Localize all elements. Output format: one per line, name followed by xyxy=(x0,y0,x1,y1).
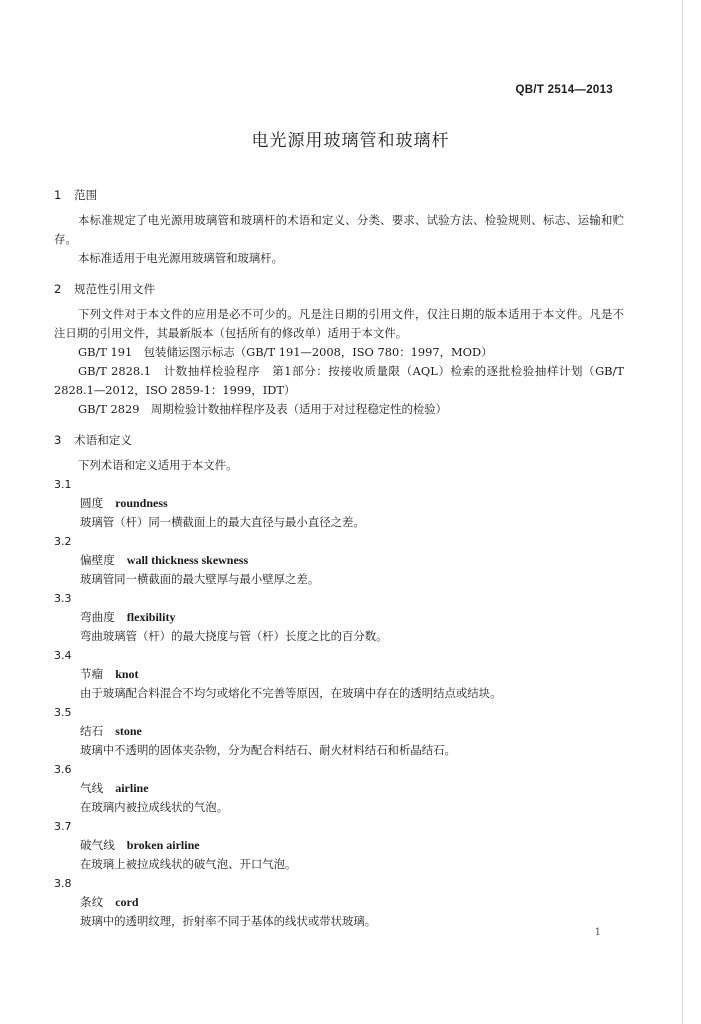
term-heading xyxy=(54,494,624,513)
page-edge-divider xyxy=(682,0,683,1024)
term-definition: 弯曲玻璃管（杆）的最大挠度与管（杆）长度之比的百分数。 xyxy=(80,629,388,643)
term-definition: 在玻璃内被拉成线状的气泡。 xyxy=(80,800,229,814)
term-definition: 在玻璃上被拉成线状的破气泡、开口气泡。 xyxy=(80,857,297,871)
term-en: cord xyxy=(115,895,139,909)
term-number: 3.8 xyxy=(54,877,72,890)
term-definition: 玻璃管同一横截面的最大壁厚与最小壁厚之差。 xyxy=(80,572,320,586)
section-heading-scope xyxy=(54,186,624,205)
term-zh: 圆度 xyxy=(80,496,104,510)
term-zh: 破气线 xyxy=(80,838,115,852)
section-title: 规范性引用文件 xyxy=(74,282,156,296)
reference-item-gbt2828: GB/T 2828.1 计数抽样检验程序 第1部分：按接收质量限（AQL）检索的逐批检验抽样计划（GB/T 2828.1—2012，ISO 2859-1：1999，IDT） xyxy=(54,364,624,397)
term-heading xyxy=(54,893,624,912)
term-definition: 玻璃管（杆）同一横截面上的最大直径与最小直径之差。 xyxy=(80,515,365,529)
term-number: 3.7 xyxy=(54,820,72,833)
term-definition: 玻璃中不透明的固体夹杂物，分为配合料结石、耐火材料结石和析晶结石。 xyxy=(80,743,456,757)
section-number: 2 xyxy=(54,282,62,296)
section-number: 1 xyxy=(54,188,62,202)
term-definition: 由于玻璃配合料混合不均匀或熔化不完善等原因，在玻璃中存在的透明结点或结块。 xyxy=(80,686,502,700)
term-zh: 偏壁度 xyxy=(80,553,115,567)
section-title: 范围 xyxy=(74,188,98,202)
term-heading xyxy=(54,608,624,627)
term-number: 3.3 xyxy=(54,592,72,605)
term-heading xyxy=(54,551,624,570)
term-zh: 节瘤 xyxy=(80,667,104,681)
term-number: 3.2 xyxy=(54,535,72,548)
term-zh: 条纹 xyxy=(80,895,104,909)
term-number: 3.4 xyxy=(54,649,72,662)
document-body xyxy=(54,178,624,931)
scope-paragraph-2: 本标准适用于电光源用玻璃管和玻璃杆。 xyxy=(78,251,284,265)
term-number: 3.1 xyxy=(54,478,72,491)
term-zh: 弯曲度 xyxy=(80,610,115,624)
term-zh: 结石 xyxy=(80,724,104,738)
term-en: airline xyxy=(115,781,149,795)
reference-item-gbt2829: GB/T 2829 周期检验计数抽样程序及表（适用于对过程稳定性的检验） xyxy=(78,402,448,416)
term-en: roundness xyxy=(115,496,168,510)
reference-item-gbt191: GB/T 191 包装储运图示标志（GB/T 191—2008，ISO 780：1997，MOD） xyxy=(78,345,493,359)
term-en: stone xyxy=(115,724,142,738)
term-heading xyxy=(54,779,624,798)
standard-code: QB/T 2514—2013 xyxy=(515,84,613,96)
term-zh: 气线 xyxy=(80,781,104,795)
term-en: broken airline xyxy=(126,838,200,852)
refs-intro-paragraph: 下列文件对于本文件的应用是必不可少的。凡是注日期的引用文件，仅注日期的版本适用于本文件。凡是不注日期的引用文件，其最新版本（包括所有的修改单）适用于本文件。 xyxy=(54,307,624,340)
document-title: 电光源用玻璃管和玻璃杆 xyxy=(251,131,450,151)
term-en: wall thickness skewness xyxy=(126,553,249,567)
page-number: 1 xyxy=(594,927,601,938)
term-en: knot xyxy=(115,667,139,681)
term-number: 3.6 xyxy=(54,763,72,776)
section-heading-terms xyxy=(54,431,624,450)
scope-paragraph-1: 本标准规定了电光源用玻璃管和玻璃杆的术语和定义、分类、要求、试验方法、检验规则、标志、运输和贮存。 xyxy=(54,213,624,246)
section-title: 术语和定义 xyxy=(74,433,132,447)
term-definition: 玻璃中的透明纹理，折射率不同于基体的线状或带状玻璃。 xyxy=(80,914,377,928)
term-heading xyxy=(54,722,624,741)
section-heading-refs xyxy=(54,280,624,299)
term-number: 3.5 xyxy=(54,706,72,719)
term-en: flexibility xyxy=(126,610,176,624)
term-heading xyxy=(54,665,624,684)
term-heading xyxy=(54,836,624,855)
section-number: 3 xyxy=(54,433,62,447)
terms-intro-paragraph: 下列术语和定义适用于本文件。 xyxy=(78,458,238,472)
